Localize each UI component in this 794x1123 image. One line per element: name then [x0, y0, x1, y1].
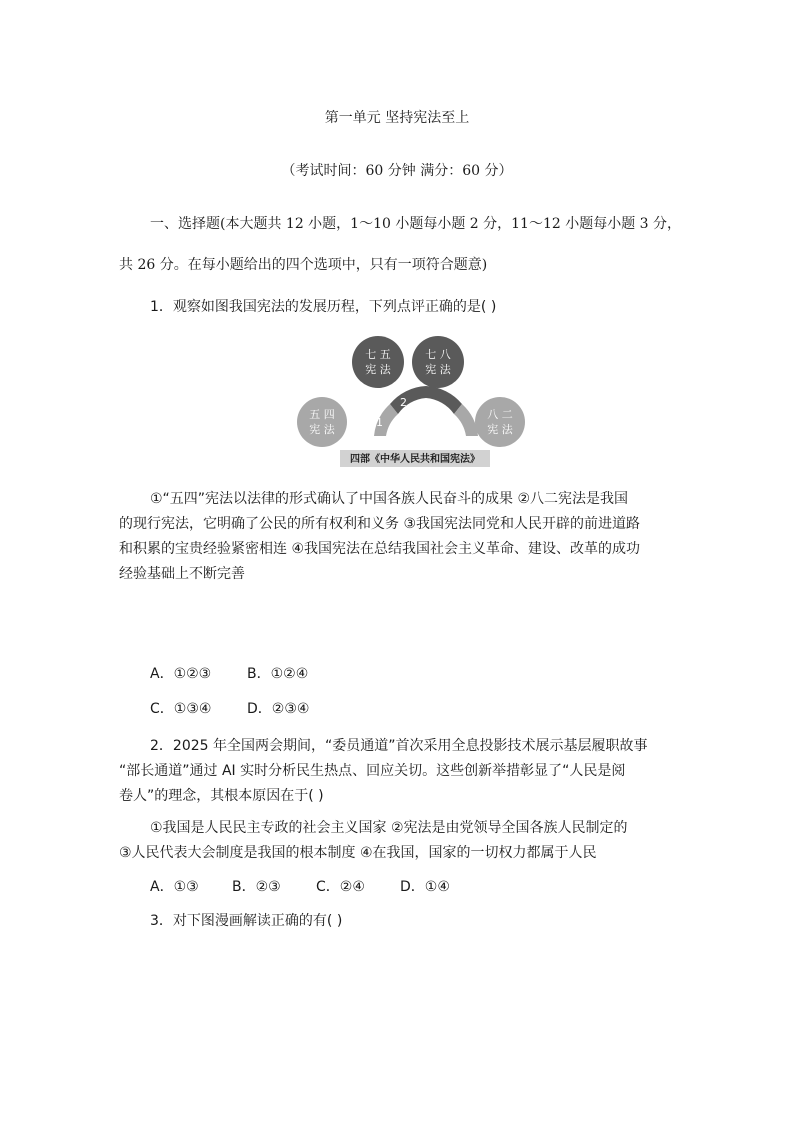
q1-statement-line-2: 的现行宪法，它明确了公民的所有权利和义务 ③我国宪法同党和人民开辟的前进道路 — [119, 516, 640, 532]
svg-text:五 四: 五 四 — [309, 408, 335, 421]
arc-segment-2 — [390, 386, 426, 414]
circle-75-constitution — [352, 336, 404, 388]
arc-number-4: 4 — [443, 428, 450, 441]
svg-text:宪 法: 宪 法 — [309, 423, 335, 436]
q1-statement-line-4: 经验基础上不断完善 — [119, 566, 245, 582]
constitution-history-diagram — [290, 330, 535, 478]
q1-statement-line-1: ①“五四”宪法以法律的形式确认了中国各族人民奋斗的成果 ②八二宪法是我国 — [150, 491, 629, 507]
arc-number-1: 1 — [376, 416, 383, 429]
question-1-stem: 1．观察如图我国宪法的发展历程，下列点评正确的是( ) — [150, 299, 497, 315]
section-heading-line-2: 共 26 分。在每小题给出的四个选项中，只有一项符合题意) — [119, 257, 488, 273]
svg-text:宪 法: 宪 法 — [425, 363, 451, 376]
q2-option-a: A．①③ — [150, 879, 199, 895]
svg-text:七 八: 七 八 — [425, 348, 451, 361]
diagram-banner-text: 四部《中华人民共和国宪法》 — [350, 454, 480, 465]
q1-option-b: B．①②④ — [247, 666, 309, 682]
q2-stem-line-2: “部长通道”通过 AI 实时分析民生热点、回应关切。这些创新举措彰显了“人民是阅 — [119, 763, 626, 779]
section-heading-line-1: 一、选择题(本大题共 12 小题，1～10 小题每小题 2 分，11～12 小题每小题 3 分， — [150, 216, 682, 232]
q2-statement-line-2: ③人民代表大会制度是我国的根本制度 ④在我国，国家的一切权力都属于人民 — [119, 845, 597, 861]
arc-number-3: 3 — [426, 400, 433, 413]
circle-78-constitution — [412, 336, 464, 388]
q2-option-b: B．②③ — [232, 879, 281, 895]
page-title: 第一单元 坚持宪法至上 — [324, 110, 470, 126]
circle-54-constitution — [297, 397, 347, 447]
exam-info: （考试时间：60 分钟 满分：60 分） — [281, 163, 513, 179]
q1-option-a: A．①②③ — [150, 666, 212, 682]
arc-number-2: 2 — [400, 396, 407, 409]
svg-text:宪 法: 宪 法 — [365, 363, 391, 376]
q2-stem-line-3: 卷人”的理念，其根本原因在于( ) — [119, 788, 324, 804]
q1-option-d: D．②③④ — [247, 701, 310, 717]
svg-text:宪 法: 宪 法 — [487, 423, 513, 436]
svg-text:八 二: 八 二 — [487, 408, 513, 421]
q2-option-d: D．①④ — [400, 879, 450, 895]
q1-statement-line-3: 和积累的宝贵经验紧密相连 ④我国宪法在总结我国社会主义革命、建设、改革的成功 — [119, 541, 640, 557]
svg-text:七 五: 七 五 — [365, 348, 391, 361]
question-3-stem: 3．对下图漫画解读正确的有( ) — [150, 913, 343, 929]
circle-82-constitution — [475, 397, 525, 447]
q2-option-c: C．②④ — [316, 879, 365, 895]
q2-statement-line-1: ①我国是人民民主专政的社会主义国家 ②宪法是由党领导全国各族人民制定的 — [150, 820, 628, 836]
q2-stem-line-1: 2．2025 年全国两会期间，“委员通道”首次采用全息投影技术展示基层履职故事 — [150, 738, 648, 754]
q1-option-c: C．①③④ — [150, 701, 212, 717]
